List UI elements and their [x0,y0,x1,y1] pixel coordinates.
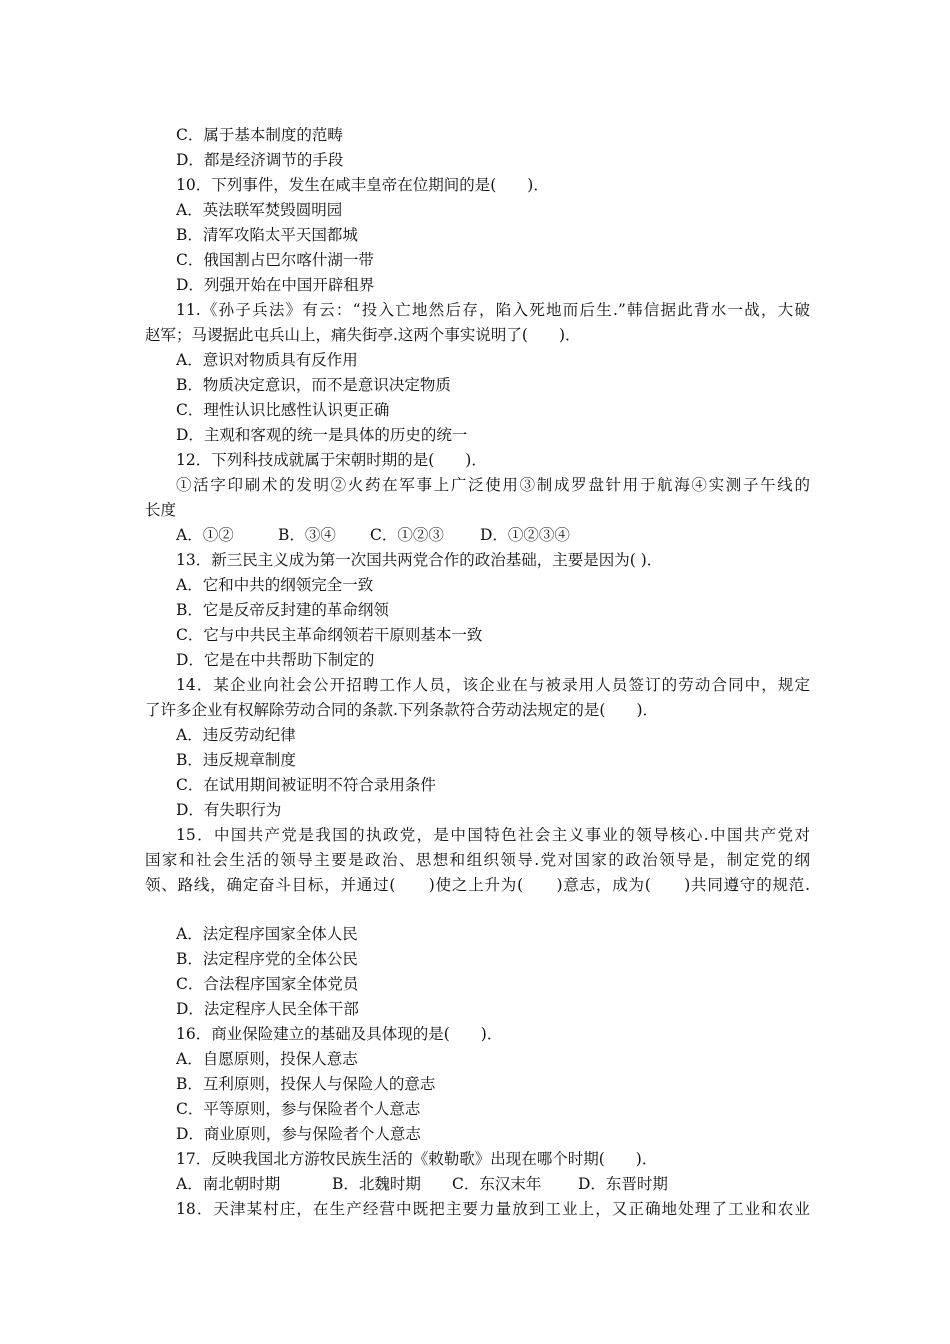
q12-option-b: B．③④ [278,526,336,544]
q12-options [176,523,810,548]
q10-option-d: D．列强开始在中国开辟租界 [176,276,375,294]
q10-stem: 10．下列事件，发生在咸丰皇帝在位期间的是( )． [176,176,549,194]
q14-stem-line-2: 了许多企业有权解除劳动合同的条款.下列条款符合劳动法规定的是( )． [145,701,659,719]
q11-option-d: D．主观和客观的统一是具体的历史的统一 [176,426,468,444]
q17-option-a: A．南北朝时期 [176,1175,281,1193]
q11-option-b: B．物质决定意识，而不是意识决定物质 [176,376,451,394]
q17-option-b: B．北魏时期 [332,1175,421,1193]
q13-option-b: B．它是反帝反封建的革命纲领 [176,601,389,619]
q16-option-d: D．商业原则，参与保险者个人意志 [176,1125,421,1143]
q16-option-c: C．平等原则，参与保险者个人意志 [176,1100,421,1118]
q12-option-a: A．①② [176,526,234,544]
q12-option-c: C．①②③ [370,526,444,544]
q10-option-c: C．俄国割占巴尔喀什湖一带 [176,251,374,269]
q11-stem-line-1: 11.《孙子兵法》有云：“投入亡地然后存，陷入死地而后生.”韩信据此背水一战，大破 [176,301,810,319]
q15-stem-line-2: 国家和社会生活的领导主要是政治、思想和组织领导.党对国家的政治领导是，制定党的纲 [145,851,810,869]
q15-option-b: B．法定程序党的全体公民 [176,950,358,968]
q12-items-line-1: ①活字印刷术的发明②火药在军事上广泛使用③制成罗盘针用于航海④实测子午线的 [176,476,810,494]
q17-options [176,1172,810,1197]
q11-stem-line-2: 赵军；马谡据此屯兵山上，痛失街亭.这两个事实说明了( )． [145,326,581,344]
q15-option-d: D．法定程序人民全体干部 [176,1000,359,1018]
q18-stem-line-1: 18．天津某村庄，在生产经营中既把主要力量放到工业上，又正确地处理了工业和农业 [176,1200,810,1218]
q10-option-a: A．英法联军焚毁圆明园 [176,201,343,219]
q17-stem: 17．反映我国北方游牧民族生活的《敕勒歌》出现在哪个时期( )． [176,1150,658,1168]
q15-stem-line-1: 15．中国共产党是我国的执政党，是中国特色社会主义事业的领导核心.中国共产党对 [176,826,810,844]
q15-option-c: C．合法程序国家全体党员 [176,975,359,993]
q14-stem-line-1: 14．某企业向社会公开招聘工作人员，该企业在与被录用人员签订的劳动合同中，规定 [176,676,810,694]
q13-stem: 13．新三民主义成为第一次国共两党合作的政治基础，主要是因为( )． [176,551,663,569]
q10-option-b: B．清军攻陷太平天国都城 [176,226,358,244]
q15-stem-line-3: 领、路线，确定奋斗目标，并通过( )使之上升为( )意志，成为( )共同遵守的规范. [145,876,810,894]
q11-option-c: C．理性认识比感性认识更正确 [176,401,390,419]
q9-option-d: D．都是经济调节的手段 [176,151,344,169]
q15-option-a: A．法定程序国家全体人民 [176,925,358,943]
q14-option-b: B．违反规章制度 [176,751,296,769]
q13-option-a: A．它和中共的纲领完全一致 [176,576,374,594]
q11-option-a: A．意识对物质具有反作用 [176,351,358,369]
q16-option-b: B．互利原则，投保人与保险人的意志 [176,1075,436,1093]
q12-option-d: D．①②③④ [480,526,570,544]
q16-option-a: A．自愿原则，投保人意志 [176,1050,358,1068]
q13-option-c: C．它与中共民主革命纲领若干原则基本一致 [176,626,483,644]
q14-option-d: D．有失职行为 [176,801,282,819]
q14-option-c: C．在试用期间被证明不符合录用条件 [176,776,436,794]
q9-option-c: C．属于基本制度的范畴 [176,126,343,144]
q14-option-a: A．违反劳动纪律 [176,726,296,744]
q17-option-c: C．东汉末年 [452,1175,542,1193]
q13-option-d: D．它是在中共帮助下制定的 [176,651,375,669]
q12-stem: 12．下列科技成就属于宋朝时期的是( )． [176,451,487,469]
q17-option-d: D．东晋时期 [578,1175,668,1193]
q12-items-line-2: 长度 [145,501,177,519]
q16-stem: 16．商业保险建立的基础及具体现的是( )． [176,1025,503,1043]
